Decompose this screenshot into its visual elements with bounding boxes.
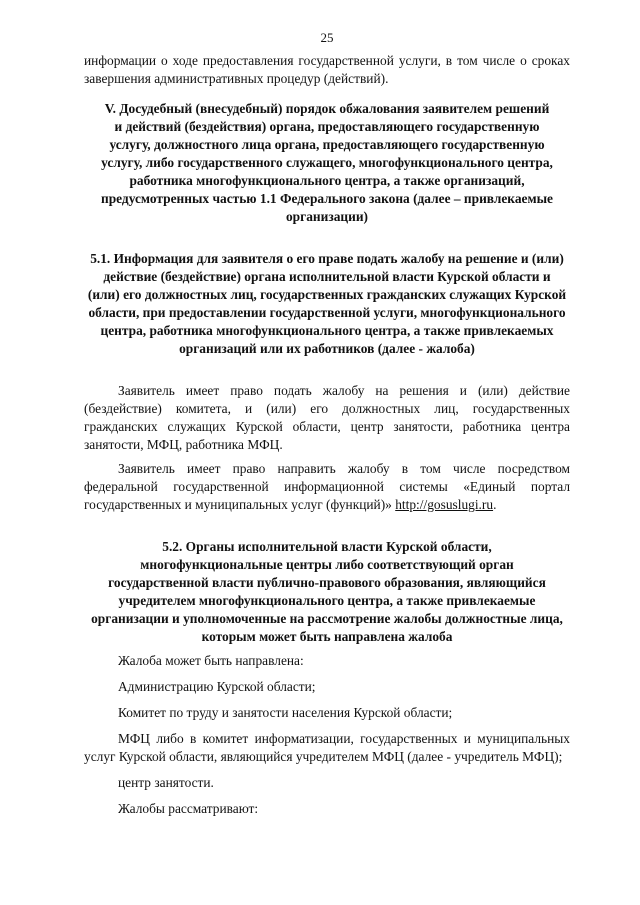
page-number: 25	[320, 30, 334, 45]
list-item: Администрацию Курской области;	[118, 679, 316, 694]
spacer	[84, 226, 570, 250]
list-item: Жалобы рассматривают:	[118, 801, 259, 816]
section-5-2-heading: 5.2. Органы исполнительной власти Курской области, многофункциональные центры либо соответствующий орган государственной власти публично-правового образования, являющийся учредителем многофункционального центра, а также привлекаемые организации и уполномоченные на рассмотрение жалобы должностные лица, которым может быть направлена жалоба	[91, 539, 563, 644]
paragraph-end: .	[493, 497, 497, 512]
list-item: центр занятости.	[118, 775, 214, 790]
paragraph-text: Заявитель имеет право направить жалобу в том числе посредством федеральной государственной информационной системы «Единый портал государственных и муниципальных услуг (функций)»	[84, 461, 570, 512]
spacer	[84, 514, 570, 538]
mfc-paragraph: МФЦ либо в комитет информатизации, государственных и муниципальных услуг Курской области, являющийся учредителем МФЦ (далее - учредитель МФЦ);	[84, 731, 570, 764]
section-v-heading: V. Досудебный (внесудебный) порядок обжалования заявителем решений и действий (бездействия) органа, предоставляющего государственную услугу, должностного лица органа, предоставляющего государственную услугу, либо государственного служащего, многофункционального центра, работника многофункционального центра, а также организаций, предусмотренных частью 1.1 Федерального закона (далее – привлекаемые организации)	[101, 101, 553, 224]
gosuslugi-link[interactable]: http://gosuslugi.ru	[395, 497, 494, 512]
document-page	[84, 30, 570, 826]
spacer	[84, 88, 570, 100]
section-5-1-heading: 5.1. Информация для заявителя о его праве подать жалобу на решение и (или) действие (бездействие) органа исполнительной власти Курской области и (или) его должностных лиц, государственных гражданских служащих Курской области, при предоставлении государственной услуги, многофункционального центра, работника многофункционального центра, а также привлекаемых организаций или их работников (далее - жалоба)	[87, 251, 567, 356]
section-5-1-paragraph-2	[84, 460, 570, 514]
list-item: Комитет по труду и занятости населения Курской области;	[118, 705, 453, 720]
intro-paragraph: информации о ходе предоставления государственной услуги, в том числе о сроках завершения административных процедур (действий).	[84, 53, 570, 86]
list-item: Жалоба может быть направлена:	[118, 653, 304, 668]
spacer	[84, 358, 570, 382]
section-5-1-paragraph-1: Заявитель имеет право подать жалобу на решения и (или) действие (бездействие) комитета, и (или) его должностных лиц, государственных гражданских служащих Курской области, центр занятости, работника центра занятости, МФЦ, работника МФЦ.	[84, 383, 570, 452]
